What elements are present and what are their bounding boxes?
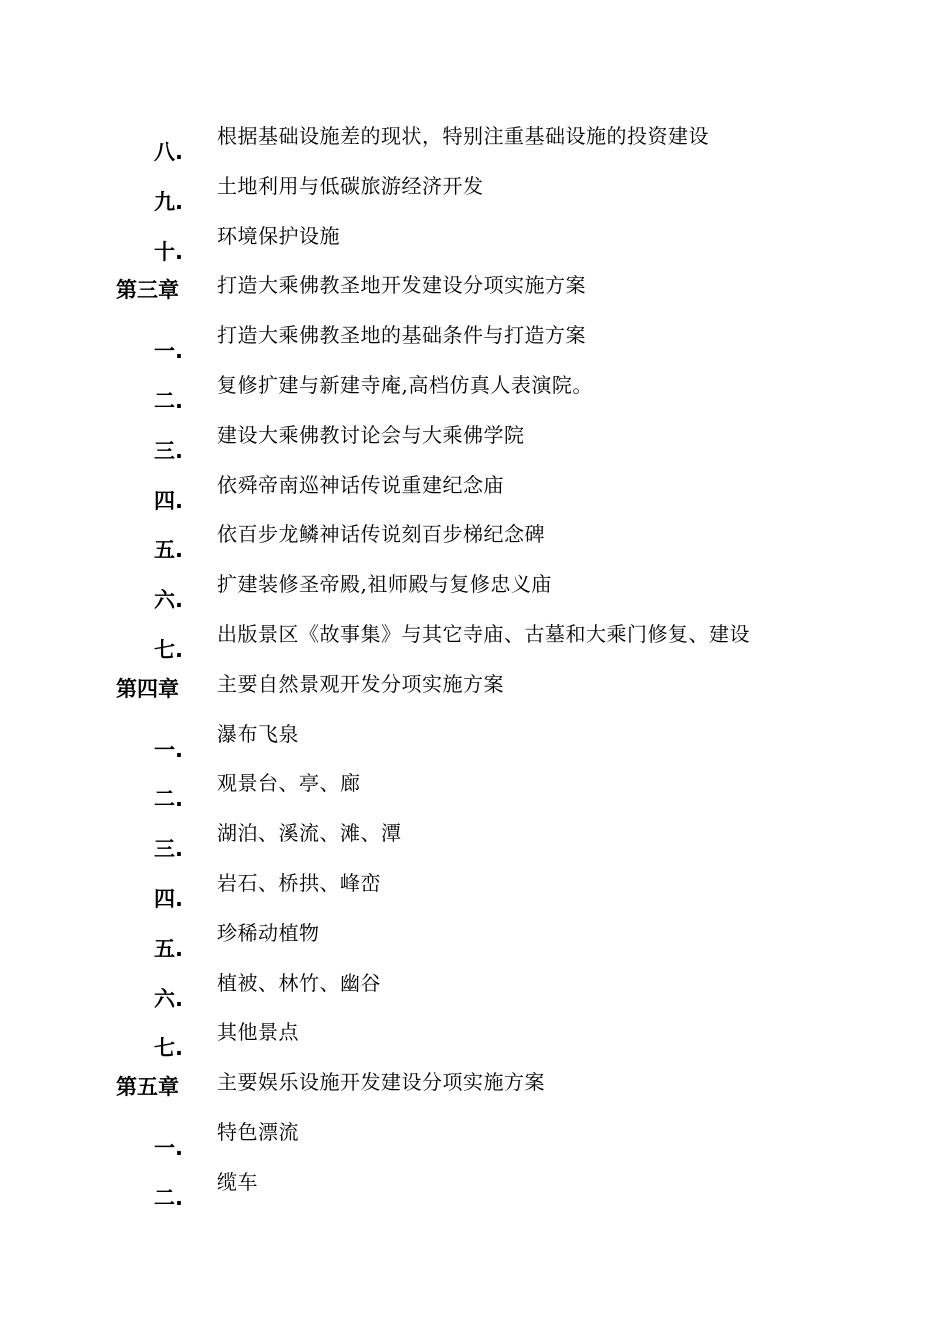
toc-row-18[interactable]: [0, 1014, 950, 1064]
toc-number: 六.: [154, 588, 183, 613]
toc-title[interactable]: 湖泊、溪流、滩、潭: [217, 821, 402, 846]
toc-number: 三.: [154, 438, 183, 463]
toc-title[interactable]: 依舜帝南巡神话传说重建纪念庙: [217, 472, 504, 497]
toc-row-15[interactable]: [0, 865, 950, 915]
toc-chapter-label: 第三章: [116, 278, 179, 303]
toc-number: 二.: [154, 1185, 183, 1210]
toc-number: 四.: [154, 886, 183, 911]
toc-title[interactable]: 环境保护设施: [217, 223, 340, 248]
toc-number: 二.: [154, 787, 183, 812]
toc-row-20[interactable]: [0, 1114, 950, 1164]
toc-row-7[interactable]: [0, 467, 950, 517]
toc-number: 八.: [154, 140, 183, 164]
toc-number: 七.: [154, 1036, 183, 1061]
toc-row-3[interactable]: [0, 267, 950, 317]
toc-row-17[interactable]: [0, 965, 950, 1015]
toc-number: 六.: [154, 986, 183, 1011]
toc-row-1[interactable]: [0, 168, 950, 218]
toc-number: 九.: [154, 189, 183, 214]
toc-title[interactable]: 其他景点: [217, 1020, 299, 1045]
toc-number: 五.: [154, 936, 183, 961]
toc-row-8[interactable]: [0, 516, 950, 566]
toc-number: 四.: [154, 488, 183, 513]
toc-title[interactable]: 特色漂流: [217, 1119, 299, 1144]
toc-title[interactable]: 打造大乘佛教圣地的基础条件与打造方案: [217, 323, 586, 348]
toc-row-14[interactable]: [0, 815, 950, 865]
toc-row-19[interactable]: [0, 1064, 950, 1114]
toc-row-21[interactable]: [0, 1164, 950, 1214]
toc-row-12[interactable]: [0, 716, 950, 766]
toc-number: 七.: [154, 637, 183, 662]
toc-row-10[interactable]: [0, 616, 950, 666]
toc-title[interactable]: 缆车: [217, 1169, 258, 1194]
toc-number: 一.: [154, 737, 183, 762]
toc-title[interactable]: 根据基础设施差的现状，特别注重基础设施的投资建设: [217, 124, 709, 148]
toc-row-13[interactable]: [0, 765, 950, 815]
toc-chapter-label: 第五章: [116, 1075, 179, 1100]
toc-title[interactable]: 复修扩建与新建寺庵,高档仿真人表演院。: [217, 372, 593, 397]
toc-title[interactable]: 出版景区《故事集》与其它寺庙、古墓和大乘门修复、建设: [217, 621, 750, 646]
toc-number: 一.: [154, 339, 183, 364]
toc-row-6[interactable]: [0, 417, 950, 467]
toc-title[interactable]: 土地利用与低碳旅游经济开发: [217, 173, 484, 198]
toc-chapter-title[interactable]: 主要自然景观开发分项实施方案: [217, 671, 504, 696]
toc-chapter-title[interactable]: 打造大乘佛教圣地开发建设分项实施方案: [217, 273, 586, 298]
table-of-contents: [0, 118, 950, 1214]
toc-row-4[interactable]: [0, 317, 950, 367]
toc-number: 一.: [154, 1135, 183, 1160]
toc-title[interactable]: 珍稀动植物: [217, 920, 320, 945]
toc-row-11[interactable]: [0, 666, 950, 716]
toc-chapter-label: 第四章: [116, 676, 179, 701]
toc-row-5[interactable]: [0, 367, 950, 417]
toc-number: 十.: [154, 239, 183, 264]
toc-number: 三.: [154, 837, 183, 862]
toc-chapter-title[interactable]: 主要娱乐设施开发建设分项实施方案: [217, 1070, 545, 1095]
toc-title[interactable]: 依百步龙鳞神话传说刻百步梯纪念碑: [217, 522, 545, 547]
toc-title[interactable]: 植被、林竹、幽谷: [217, 970, 381, 995]
toc-title[interactable]: 建设大乘佛教讨论会与大乘佛学院: [217, 422, 525, 447]
toc-row-0[interactable]: [0, 118, 950, 168]
toc-title[interactable]: 瀑布飞泉: [217, 721, 299, 746]
toc-number: 二.: [154, 388, 183, 413]
toc-title[interactable]: 扩建装修圣帝殿,祖师殿与复修忠义庙: [217, 572, 552, 597]
toc-row-16[interactable]: [0, 915, 950, 965]
toc-row-2[interactable]: [0, 218, 950, 268]
toc-title[interactable]: 岩石、桥拱、峰峦: [217, 870, 381, 895]
toc-title[interactable]: 观景台、亭、廊: [217, 771, 361, 796]
toc-number: 五.: [154, 538, 183, 563]
toc-row-9[interactable]: [0, 566, 950, 616]
